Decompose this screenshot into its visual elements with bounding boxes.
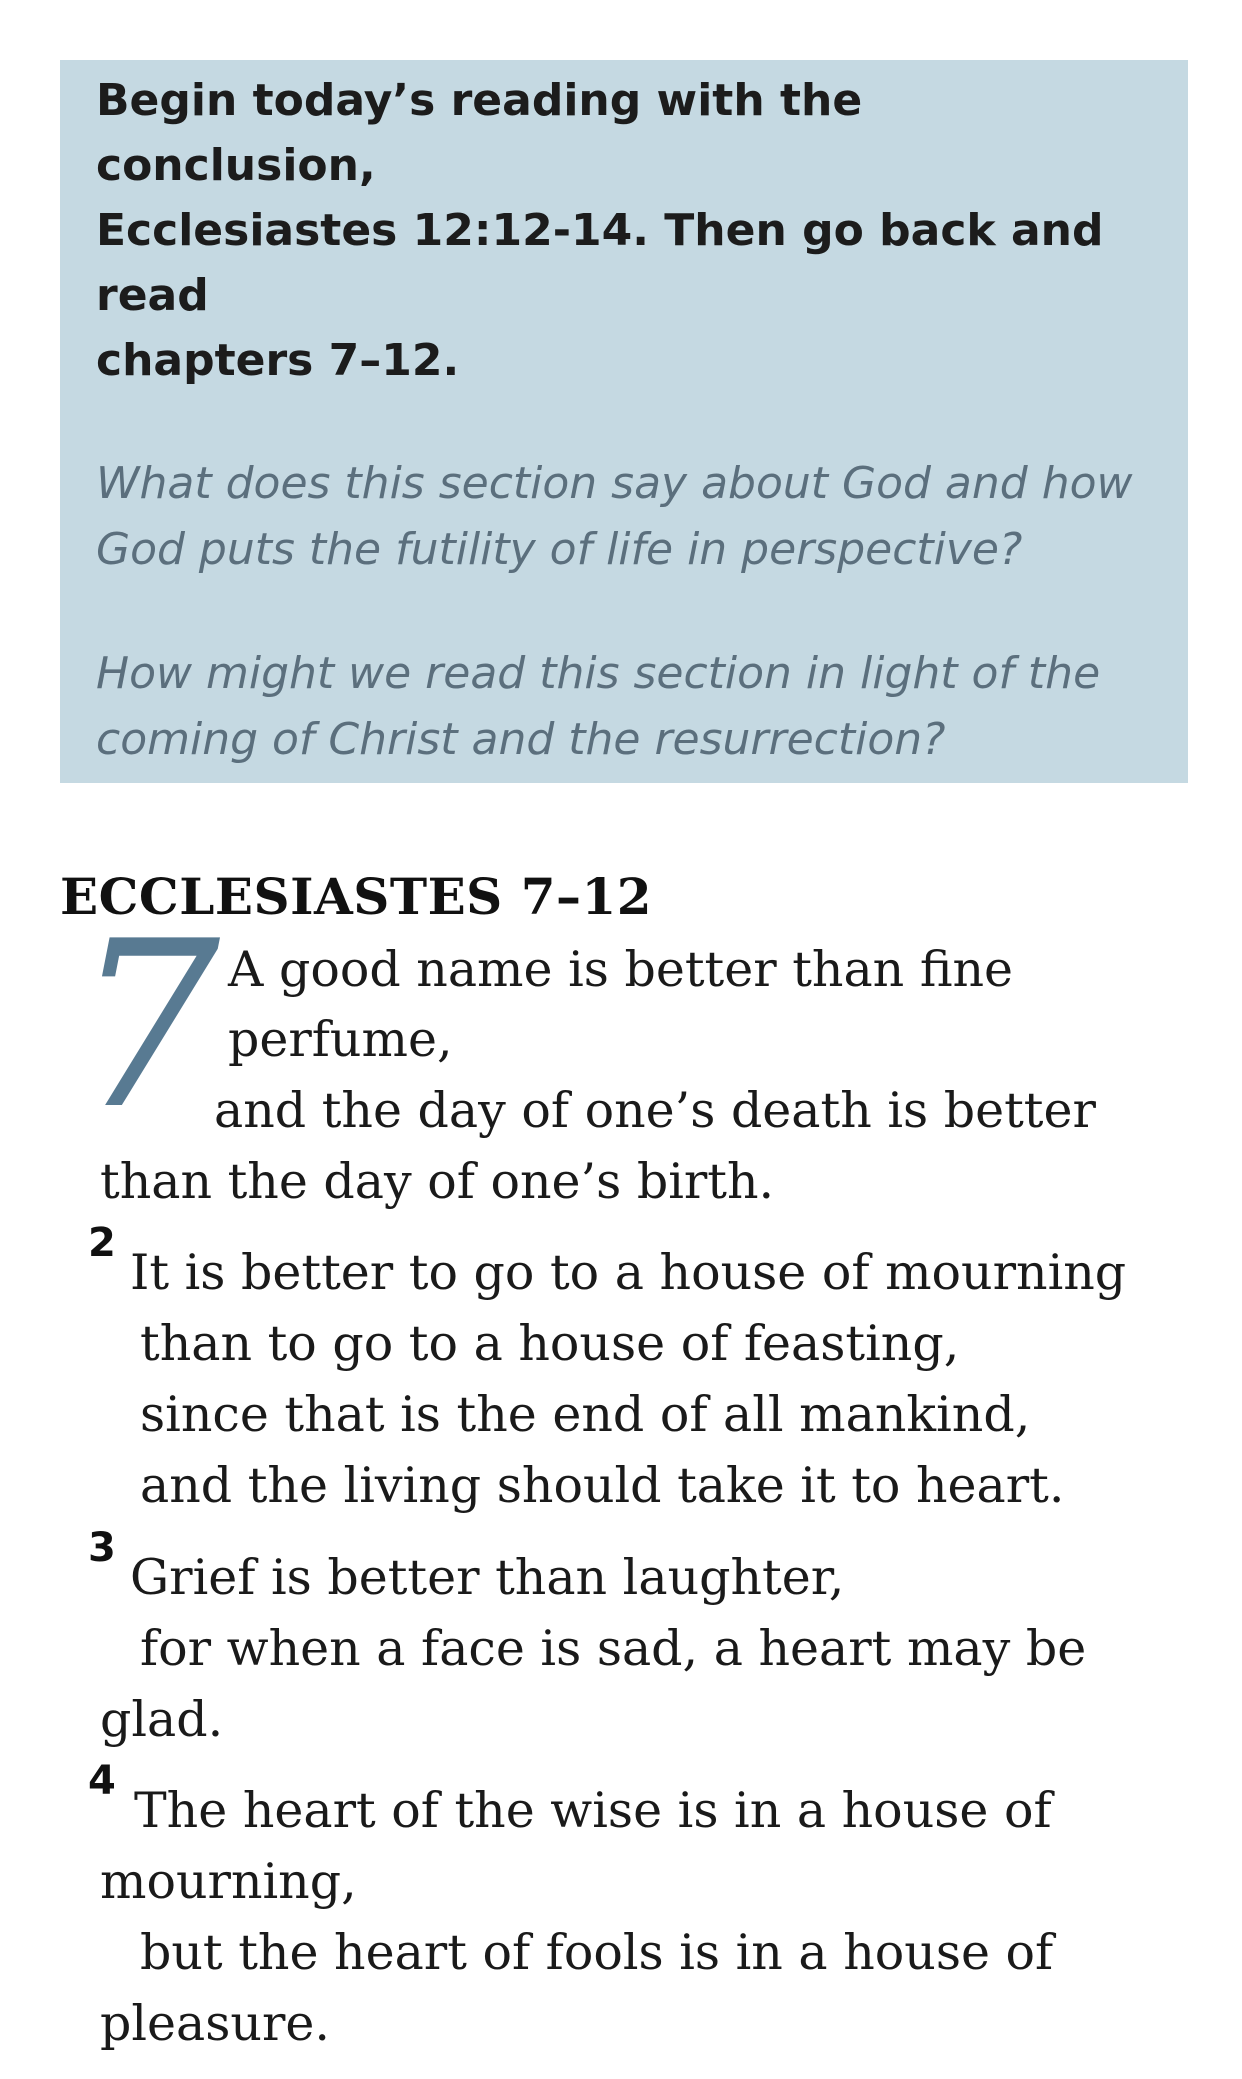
verse-3-line-2: for when a face is sad, a heart may be — [140, 1620, 1087, 1677]
verse-2-line-4: and the living should take it to heart. — [140, 1457, 1065, 1514]
verse-4-line-4: pleasure. — [100, 1995, 330, 2052]
verse-2-line-2: than to go to a house of feasting, — [140, 1315, 960, 1372]
question-2-line-1: How might we read this section in light of the — [96, 648, 1101, 699]
verse-3-line-3: glad. — [100, 1691, 224, 1748]
intro-line-1: Begin today’s reading with the conclusion, — [96, 75, 863, 191]
verse-1-line-2: perfume, — [228, 1011, 453, 1068]
passage-heading: ECCLESIASTES 7–12 — [60, 867, 653, 926]
question-2-line-2: coming of Christ and the resurrection? — [96, 714, 946, 765]
verse-2-line-1: It is better to go to a house of mourning — [130, 1244, 1127, 1301]
verse-4-line-1: The heart of the wise is in a house of — [134, 1782, 1052, 1839]
verse-4-number: 4 — [88, 1758, 116, 1804]
verse-3-line-1: Grief is better than laughter, — [130, 1549, 845, 1606]
question-1-line-1: What does this section say about God and how — [96, 458, 1133, 509]
verse-1-line-1: A good name is better than fine — [228, 941, 1014, 998]
verse-2-number: 2 — [88, 1220, 116, 1266]
verse-1-line-3: and the day of one’s death is better — [214, 1082, 1096, 1139]
verse-1-line-4: than the day of one’s birth. — [100, 1153, 775, 1210]
intro-line-3: chapters 7–12. — [96, 335, 460, 386]
verse-4-line-3: but the heart of fools is in a house of — [140, 1924, 1054, 1981]
question-1-line-2: God puts the futility of life in perspective? — [96, 524, 1023, 575]
verse-4-line-2: mourning, — [100, 1853, 357, 1910]
verse-3-number: 3 — [88, 1525, 116, 1571]
verse-2-line-3: since that is the end of all mankind, — [140, 1386, 1031, 1443]
chapter-number-dropcap: 7 — [74, 893, 221, 1160]
reading-instructions-box — [60, 60, 1188, 783]
intro-line-2: Ecclesiastes 12:12-14. Then go back and read — [96, 205, 1104, 321]
